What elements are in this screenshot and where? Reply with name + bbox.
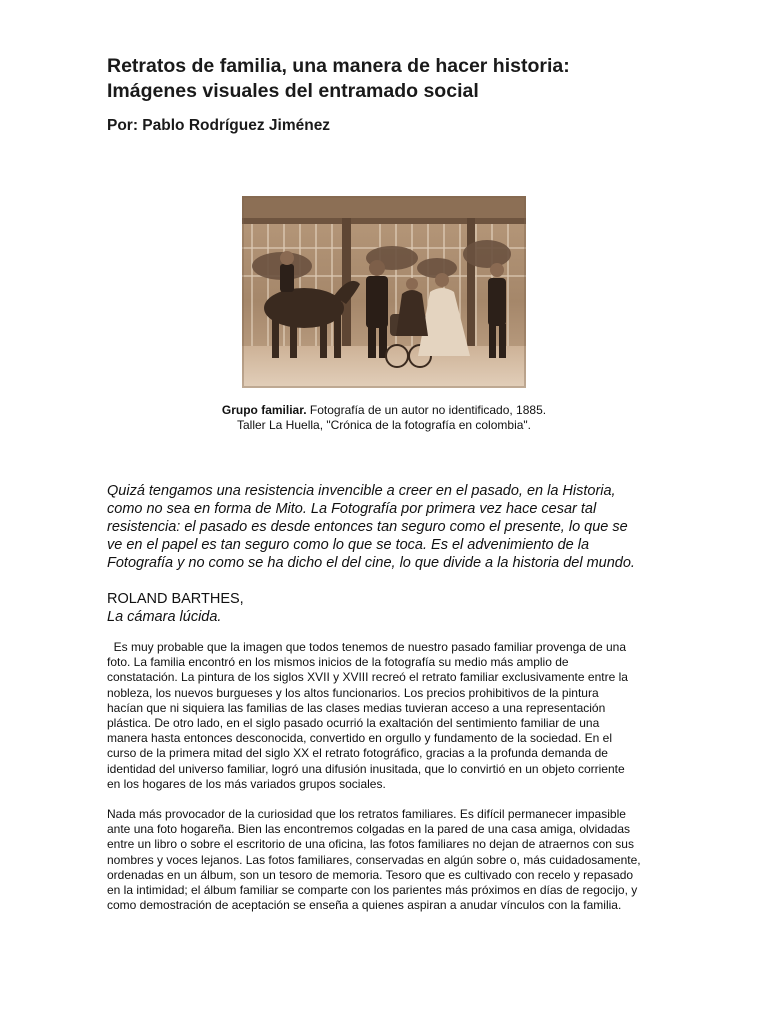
paragraph-line: foto. La familia encontró en los mismos inicios de la fotografía su medio más amplio de bbox=[107, 655, 569, 670]
quote-attribution bbox=[107, 590, 244, 626]
title-line-1: Retratos de familia, una manera de hacer historia: bbox=[107, 55, 570, 77]
title-line-2: Imágenes visuales del entramado social bbox=[107, 80, 479, 102]
paragraph-line: como demostración de aceptación se enseña a quienes aspiran a anudar vínculos con la familia. bbox=[107, 898, 622, 913]
quote-line: como no sea en forma de Mito. La Fotografía por primera vez hace cesar tal bbox=[107, 501, 597, 517]
body-paragraph-1 bbox=[107, 640, 667, 792]
quote-line: ve en el papel es tan seguro como lo que se toca. Es el advenimiento de la bbox=[107, 537, 590, 553]
quote-line: Fotografía y no como se ha dicho el del cine, lo que divide a la historia del mundo. bbox=[107, 555, 635, 571]
document-title bbox=[107, 54, 667, 104]
paragraph-line: nombres y voces lejanos. Las fotos familiares, conservadas en algún sobre o, más cuidadosamente, bbox=[107, 852, 641, 867]
attribution-name: ROLAND BARTHES, bbox=[107, 591, 244, 607]
quote-line: Quizá tengamos una resistencia invencible a creer en el pasado, en la Historia, bbox=[107, 483, 616, 499]
family-photo bbox=[242, 196, 526, 388]
caption-bold: Grupo familiar. bbox=[221, 403, 307, 417]
body-paragraph-2 bbox=[107, 807, 667, 913]
paragraph-line: constatación. La pintura de los siglos XVII y XVIII recreó el retrato familiar exclusivamente entre la bbox=[107, 670, 628, 685]
quote-line: resistencia: el pasado es desde entonces tan seguro como el presente, lo que se bbox=[107, 519, 628, 535]
paragraph-line: curso de la primera mitad del siglo XX el retrato fotográfico, gracias a la profunda demanda de bbox=[107, 746, 608, 761]
photo-caption bbox=[150, 403, 618, 433]
caption-line-2: Taller La Huella, "Crónica de la fotografía en colombia". bbox=[236, 418, 531, 432]
paragraph-line: Nada más provocador de la curiosidad que los retratos familiares. Es difícil permanecer impasible bbox=[107, 807, 626, 821]
paragraph-line: plástica. De otro lado, en el siglo pasado ocurrió la exaltación del sentimiento familiar de una bbox=[107, 716, 600, 731]
paragraph-line: nobleza, los nuevos burgueses y los altos funcionarios. Los precios prohibitivos de la pintura bbox=[107, 685, 599, 700]
attribution-book: La cámara lúcida. bbox=[107, 609, 222, 625]
paragraph-line: ordenadas en un álbum, son un tesoro de memoria. Tesoro que es cultivado con recelo y repasado bbox=[107, 867, 634, 882]
epigraph-quote bbox=[107, 482, 667, 572]
paragraph-line: identidad del universo familiar, logró una difusión inusitada, que lo convirtió en un objeto corriente bbox=[107, 761, 625, 776]
caption-line-1 bbox=[150, 403, 618, 418]
caption-line-1-rest: Fotografía de un autor no identificado, 1885. bbox=[306, 403, 547, 417]
author-byline: Por: Pablo Rodríguez Jiménez bbox=[107, 117, 331, 134]
paragraph-line: hacían que ni siquiera las familias de las clases medias tuvieran acceso a una representación bbox=[107, 700, 606, 715]
paragraph-line: entre un libro o sobre el escritorio de una oficina, las fotos familiares no dejan de atraernos con sus bbox=[107, 837, 634, 852]
paragraph-line: en los hogares de los más variados grupos sociales. bbox=[107, 776, 386, 791]
paragraph-line: ante una foto hogareña. Bien las encontremos colgadas en la pared de una casa amiga, olvidadas bbox=[107, 822, 631, 837]
paragraph-line: en la intimidad; el álbum familiar se comparte con los parientes más próximos en días de regocijo, y bbox=[107, 883, 638, 898]
paragraph-line: manera hasta entonces desconocida, convertido en orgullo y fundamento de la sociedad. En el bbox=[107, 731, 612, 746]
paragraph-line: Es muy probable que la imagen que todos tenemos de nuestro pasado familiar provenga de una bbox=[107, 640, 626, 654]
